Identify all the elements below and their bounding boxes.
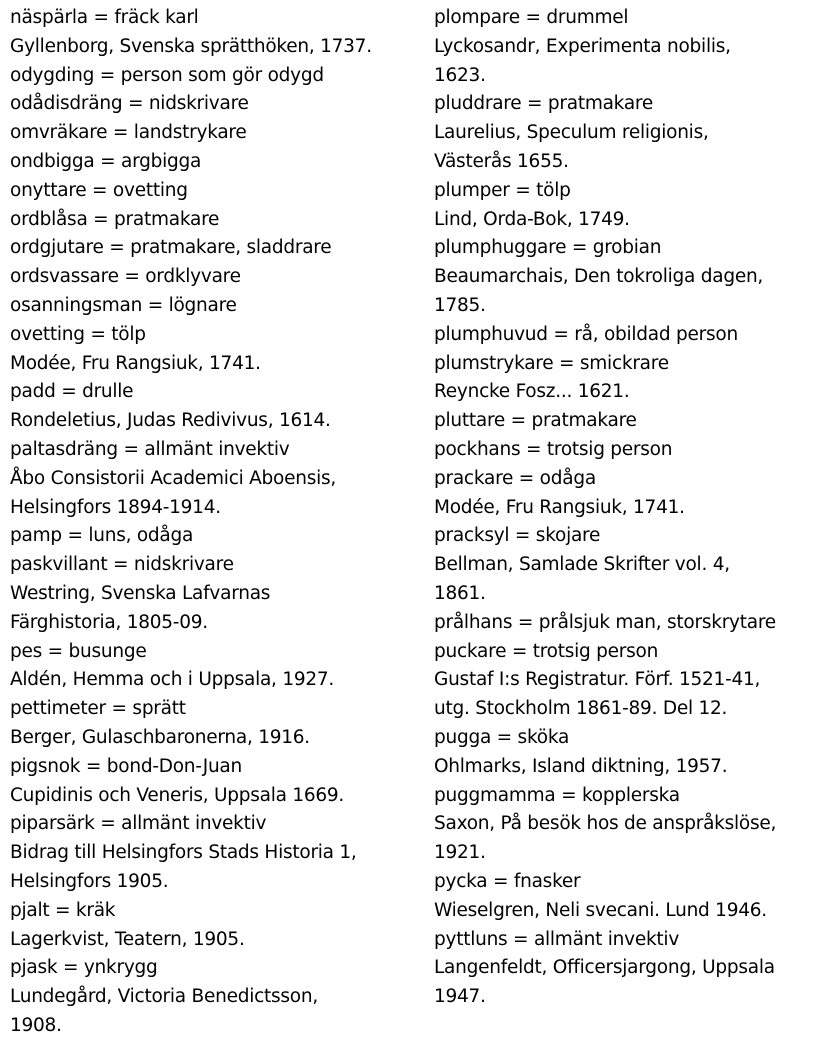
text-line: ondbigga = argbigga: [10, 150, 202, 172]
text-line: Lagerkvist, Teatern, 1905.: [10, 928, 245, 950]
text-line: pugga = sköka: [434, 726, 570, 748]
text-line: pes = busunge: [10, 640, 147, 662]
text-line: 1921.: [434, 842, 486, 864]
text-line: Gyllenborg, Svenska sprätthöken, 1737.: [10, 35, 372, 57]
text-line: plumphuvud = rå, obildad person: [434, 323, 738, 345]
text-line: omvräkare = landstrykare: [10, 122, 247, 144]
text-line: Ohlmarks, Island diktning, 1957.: [434, 755, 728, 777]
text-line: Wieselgren, Neli svecani. Lund 1946.: [434, 899, 767, 921]
text-line: näspärla = fräck karl: [10, 7, 199, 28]
text-line: pracksyl = skojare: [434, 525, 601, 547]
text-line: Cupidinis och Veneris, Uppsala 1669.: [10, 784, 345, 806]
text-line: ordgjutare = pratmakare, sladdrare: [10, 237, 332, 259]
text-line: utg. Stockholm 1861-89. Del 12.: [434, 698, 728, 720]
text-line: Bidrag till Helsingfors Stads Historia 1,: [10, 842, 357, 864]
text-line: piparsärk = allmänt invektiv: [10, 813, 267, 835]
text-line: prackare = odåga: [434, 467, 596, 489]
text-line: pjalt = kräk: [10, 899, 116, 921]
text-line: Aldén, Hemma och i Uppsala, 1927.: [10, 669, 335, 691]
text-line: Reyncke Fosz... 1621.: [434, 381, 630, 403]
text-line: Modée, Fru Rangsiuk, 1741.: [10, 352, 261, 374]
text-line: plumphuggare = grobian: [434, 237, 662, 259]
text-line: pamp = luns, odåga: [10, 525, 194, 547]
text-line: Lundegård, Victoria Benedictsson,: [10, 986, 318, 1008]
text-line: Saxon, På besök hos de anspråkslöse,: [434, 813, 777, 835]
text-line: 1785.: [434, 294, 486, 316]
left-column: [10, 4, 410, 1041]
text-line: Laurelius, Speculum religionis,: [434, 122, 709, 144]
text-line: pockhans = trotsig person: [434, 438, 673, 460]
text-line: padd = drulle: [10, 381, 134, 403]
text-line: Lind, Orda-Bok, 1749.: [434, 208, 630, 230]
text-line: odygding = person som gör odygd: [10, 64, 324, 86]
text-line: puggmamma = kopplerska: [434, 784, 680, 806]
text-line: pjask = ynkrygg: [10, 957, 158, 979]
text-line: pyttluns = allmänt invektiv: [434, 928, 680, 950]
text-line: Lyckosandr, Experimenta nobilis,: [434, 35, 731, 57]
text-line: 1947.: [434, 986, 486, 1008]
text-line: pluddrare = pratmakare: [434, 93, 653, 115]
text-line: Bellman, Samlade Skrifter vol. 4,: [434, 554, 730, 576]
text-line: pycka = fnasker: [434, 870, 581, 892]
text-line: odådisdräng = nidskrivare: [10, 93, 249, 115]
text-line: paskvillant = nidskrivare: [10, 554, 234, 576]
text-line: puckare = trotsig person: [434, 640, 659, 662]
text-line: pluttare = pratmakare: [434, 410, 637, 432]
text-line: 1861.: [434, 582, 486, 604]
text-line: Rondeletius, Judas Redivivus, 1614.: [10, 410, 331, 432]
text-line: Helsingfors 1894-1914.: [10, 496, 221, 518]
text-line: pettimeter = sprätt: [10, 698, 186, 720]
text-line: Åbo Consistorii Academici Aboensis,: [10, 467, 337, 489]
text-line: plumper = tölp: [434, 179, 571, 201]
text-line: Beaumarchais, Den tokroliga dagen,: [434, 266, 764, 288]
text-line: Västerås 1655.: [434, 150, 569, 172]
text-line: Färghistoria, 1805-09.: [10, 611, 208, 633]
text-line: osanningsman = lögnare: [10, 294, 237, 316]
text-line: Westring, Svenska Lafvarnas: [10, 582, 271, 604]
text-line: 1908.: [10, 1014, 62, 1036]
text-line: prålhans = prålsjuk man, storskrytare: [434, 611, 776, 633]
text-line: Gustaf I:s Registratur. Förf. 1521-41,: [434, 669, 761, 691]
text-line: plompare = drummel: [434, 7, 629, 28]
text-line: plumstrykare = smickrare: [434, 352, 669, 374]
text-line: 1623.: [434, 64, 486, 86]
text-line: Berger, Gulaschbaronerna, 1916.: [10, 726, 310, 748]
text-line: Langenfeldt, Officersjargong, Uppsala: [434, 957, 775, 979]
text-line: Modée, Fru Rangsiuk, 1741.: [434, 496, 685, 518]
text-line: ovetting = tölp: [10, 323, 146, 345]
text-line: onyttare = ovetting: [10, 179, 188, 201]
text-line: Helsingfors 1905.: [10, 870, 169, 892]
text-line: ordsvassare = ordklyvare: [10, 266, 241, 288]
text-line: pigsnok = bond-Don-Juan: [10, 755, 242, 777]
right-column: [434, 4, 808, 1012]
text-line: ordblåsa = pratmakare: [10, 208, 220, 230]
text-line: paltasdräng = allmänt invektiv: [10, 438, 290, 460]
